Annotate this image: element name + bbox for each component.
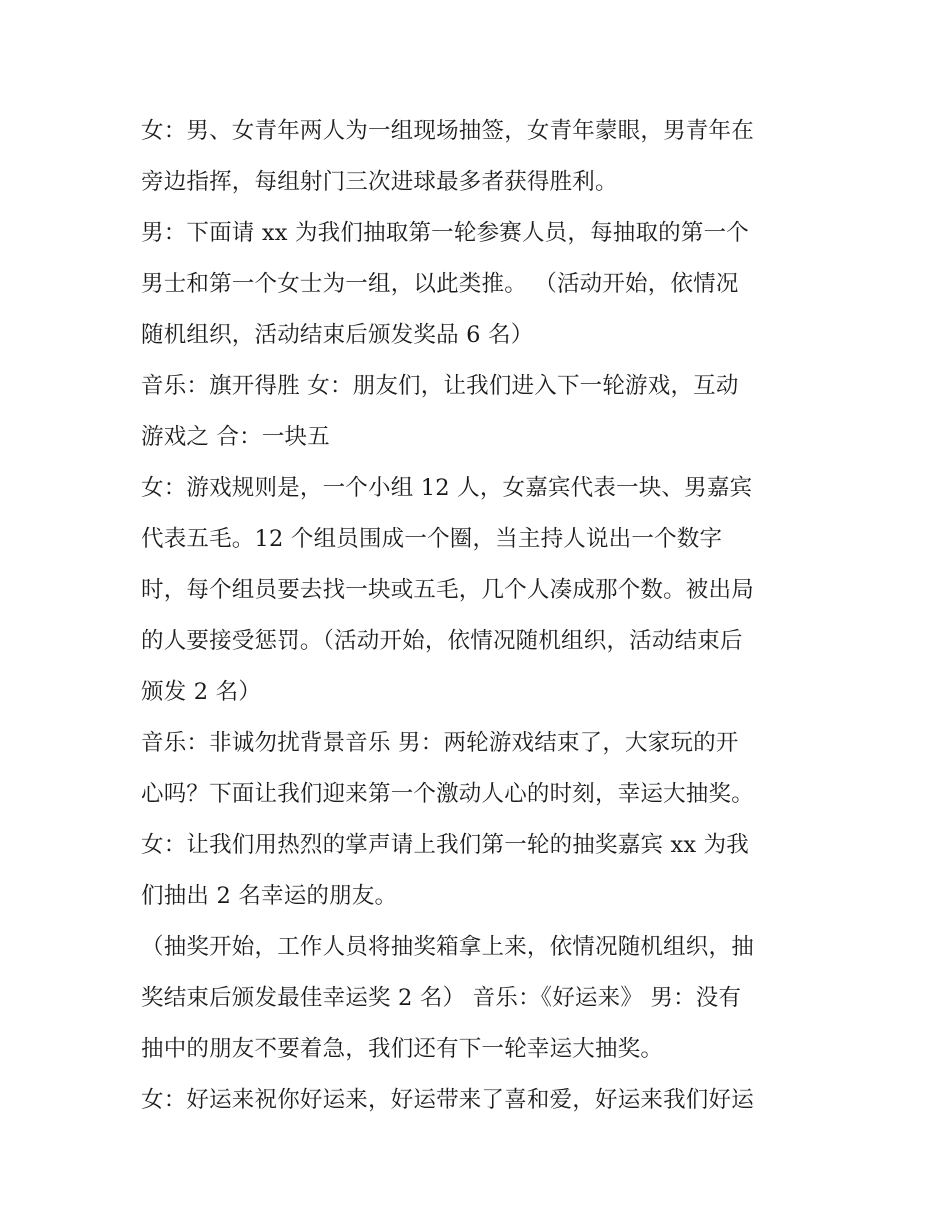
- text-line: 女：好运来祝你好运来，好运带来了喜和爱，好运来我们好运: [141, 1087, 754, 1113]
- text-line: 男士和第一个女士为一组，以此类推。 （活动开始，依情况: [141, 271, 739, 297]
- text-line: 音乐：非诚勿扰背景音乐 男：两轮游戏结束了，大家玩的开: [141, 730, 739, 756]
- text-line: 们抽出 2 名幸运的朋友。: [141, 883, 398, 909]
- text-line: 女：游戏规则是，一个小组 12 人，女嘉宾代表一块、男嘉宾: [141, 475, 753, 501]
- text-line: 音乐：旗开得胜 女：朋友们，让我们进入下一轮游戏，互动: [141, 373, 739, 399]
- text-line: 女：让我们用热烈的掌声请上我们第一轮的抽奖嘉宾 xx 为我: [141, 832, 749, 858]
- text-line: 代表五毛。12 个组员围成一个圈，当主持人说出一个数字: [141, 526, 723, 552]
- text-line: 抽中的朋友不要着急，我们还有下一轮幸运大抽奖。: [141, 1036, 664, 1062]
- text-line: 的人要接受惩罚。（活动开始，依情况随机组织，活动结束后: [141, 628, 743, 654]
- text-line: 时，每个组员要去找一块或五毛，几个人凑成那个数。被出局: [141, 577, 754, 603]
- text-line: 男：下面请 xx 为我们抽取第一轮参赛人员，每抽取的第一个: [141, 220, 749, 246]
- text-line: 心吗？下面让我们迎来第一个激动人心的时刻，幸运大抽奖。: [141, 781, 754, 807]
- text-line: 旁边指挥，每组射门三次进球最多者获得胜利。: [141, 169, 618, 195]
- text-line: 奖结束后颁发最佳幸运奖 2 名） 音乐：《好运来》 男：没有: [141, 985, 742, 1011]
- text-line: 随机组织，活动结束后颁发奖品 6 名）: [141, 322, 534, 348]
- text-line: 女：男、女青年两人为一组现场抽签，女青年蒙眼，男青年在: [141, 118, 754, 144]
- text-line: 颁发 2 名）: [141, 679, 262, 705]
- text-line: 游戏之 合：一块五: [141, 424, 330, 450]
- text-line: （抽奖开始，工作人员将抽奖箱拿上来，依情况随机组织，抽: [141, 934, 754, 960]
